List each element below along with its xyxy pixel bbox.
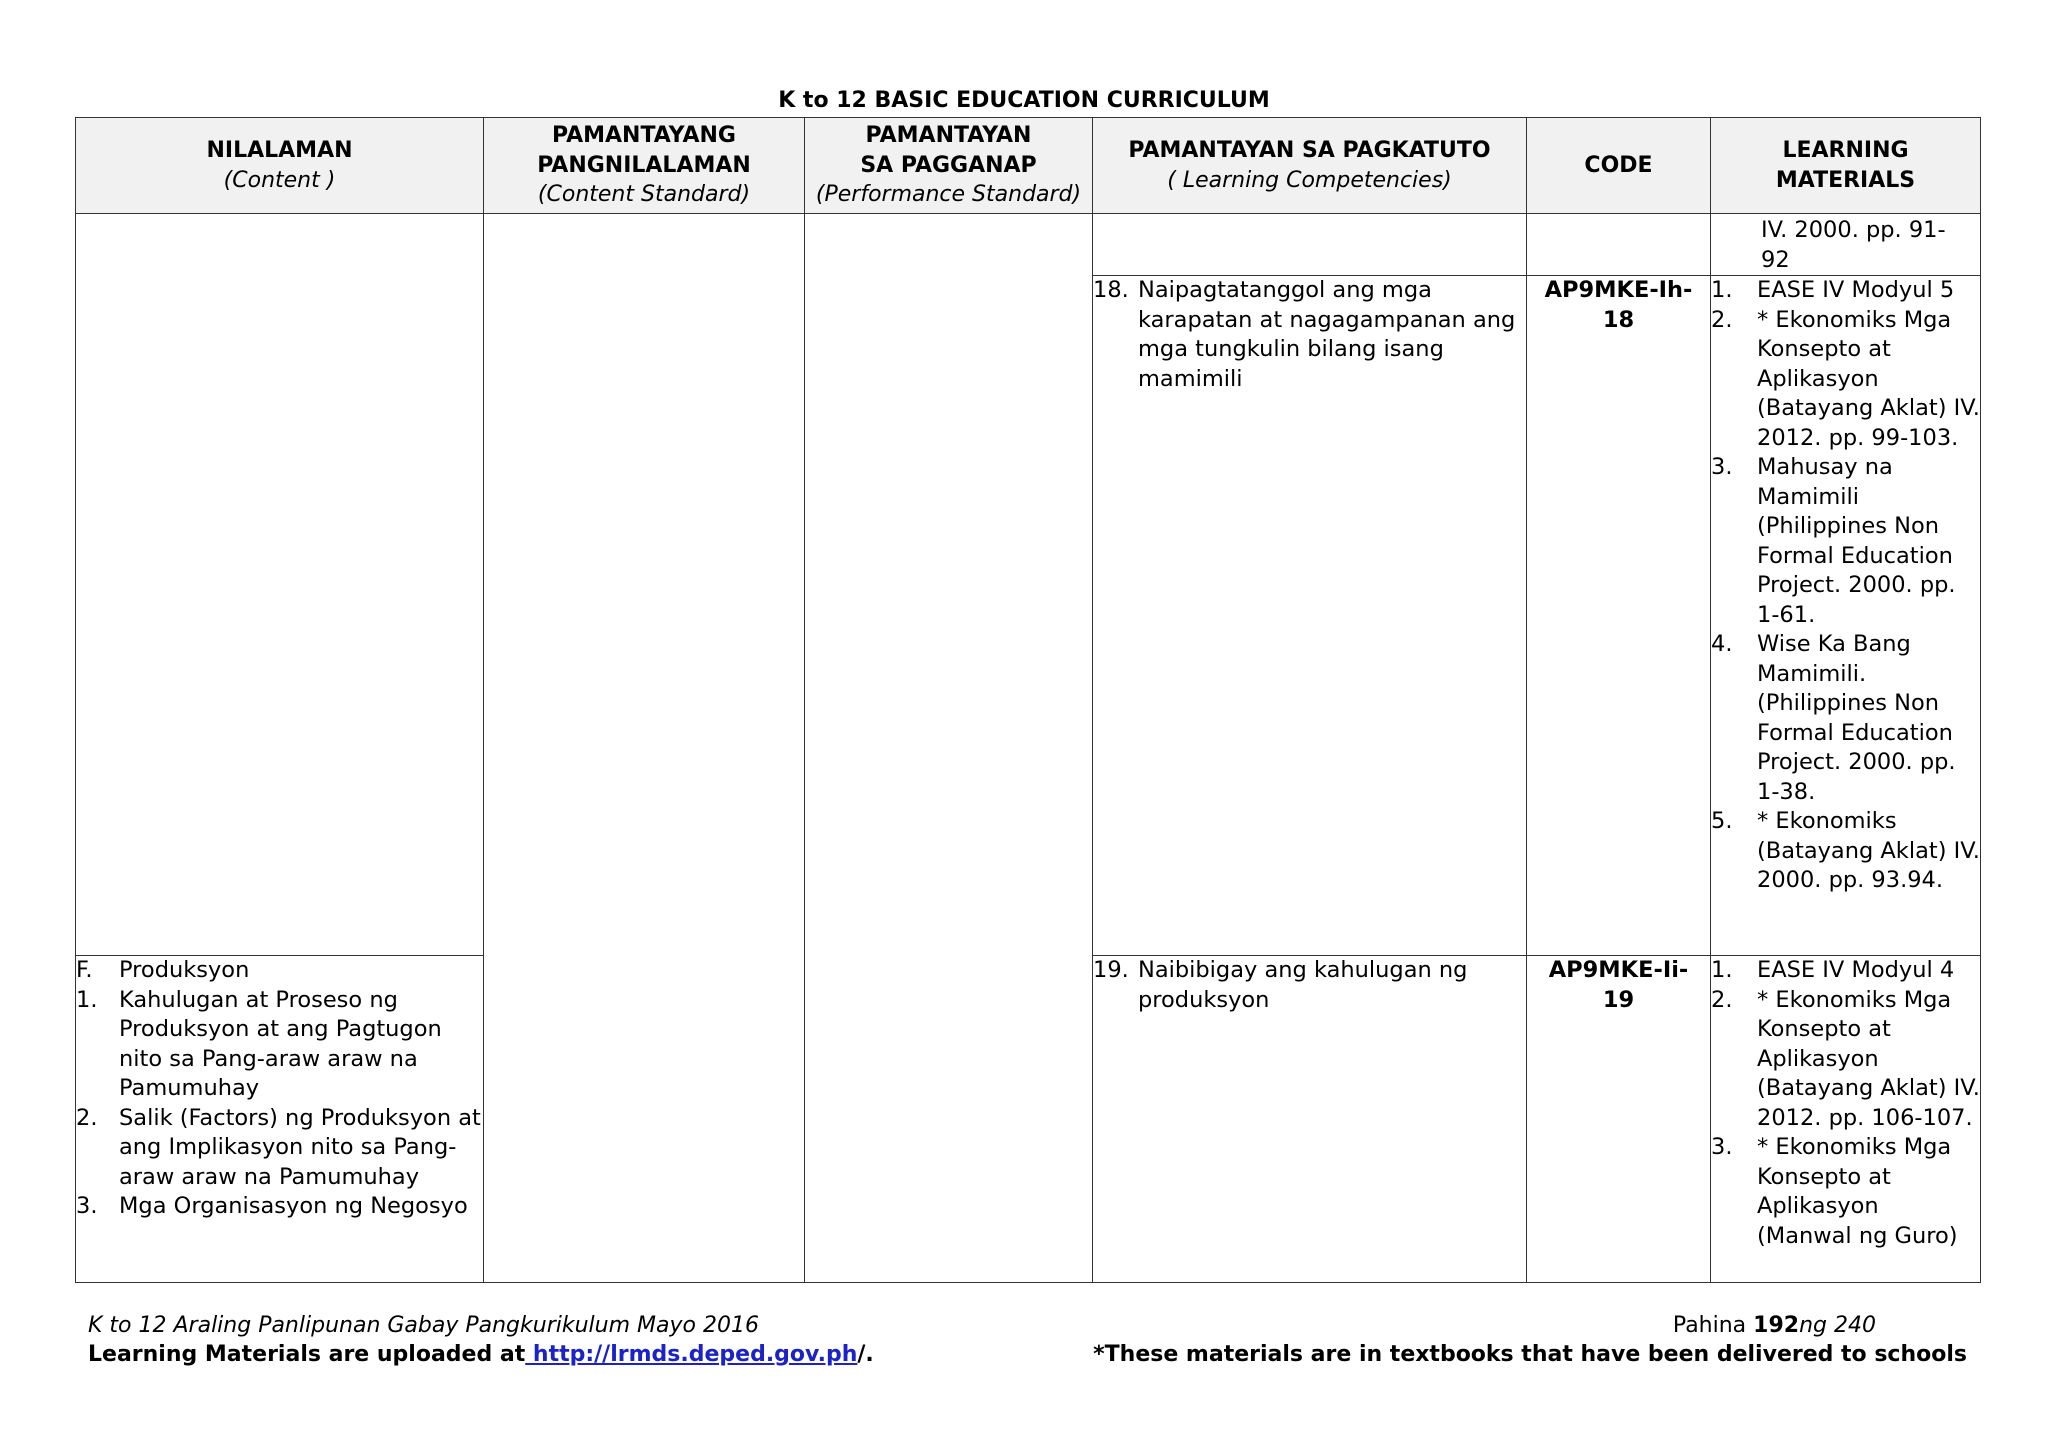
header-code xyxy=(1527,118,1711,214)
code-line2: 18 xyxy=(1602,306,1635,333)
code-line1: AP9MKE-Ih- xyxy=(1544,277,1693,303)
material-text: * Ekonomiks (Batayang Aklat) IV. 2000. pp. 93.94. xyxy=(1757,808,1980,893)
list-letter: F. xyxy=(76,957,93,983)
list-item xyxy=(1711,956,1980,986)
code-line1: AP9MKE-Ii- xyxy=(1548,957,1689,983)
content-text: Salik (Factors) ng Produksyon at ang Implikasyon nito sa Pang-araw araw na Pamumuhay xyxy=(119,1104,481,1190)
list-item xyxy=(1093,956,1526,1015)
header-content-title: NILALAMAN xyxy=(206,138,353,163)
list-item xyxy=(76,1104,483,1193)
code-line2: 19 xyxy=(1602,986,1635,1013)
table-row-continuation xyxy=(76,214,1981,276)
competency-list-19 xyxy=(1093,956,1526,1015)
page-number: 192 xyxy=(1753,1313,1800,1338)
list-number: 1. xyxy=(1711,277,1733,303)
competency-cell-19 xyxy=(1093,956,1527,1283)
list-number: 3. xyxy=(1711,1134,1733,1160)
document-title: K to 12 BASIC EDUCATION CURRICULUM xyxy=(778,88,1270,113)
performance-standard-cell xyxy=(805,214,1093,1283)
code-cell-empty xyxy=(1527,214,1711,276)
list-item xyxy=(1711,630,1980,807)
materials-continuation-text: IV. 2000. pp. 91-92 xyxy=(1761,217,1946,273)
list-number: 3. xyxy=(76,1193,98,1219)
list-item xyxy=(76,986,483,1104)
competency-text: Naibibigay ang kahulugan ng produksyon xyxy=(1138,957,1468,1013)
material-text: EASE IV Modyul 5 xyxy=(1757,277,1955,303)
header-content-subtitle: (Content ) xyxy=(223,167,336,193)
content-cell-19 xyxy=(76,956,484,1283)
header-content-standard-line1: PAMANTAYANG xyxy=(551,123,736,149)
header-content-standard-line2: PANGNILALAMAN xyxy=(537,152,751,178)
list-item xyxy=(76,1192,483,1222)
footer-upload-suffix: /. xyxy=(857,1342,874,1367)
list-number: 2. xyxy=(1711,986,1733,1013)
content-text: Kahulugan at Proseso ng Produksyon at ang Pagtugon nito sa Pang-araw araw na Pamumuhay xyxy=(119,986,442,1101)
materials-list-18 xyxy=(1711,276,1980,896)
competency-cell-empty xyxy=(1093,214,1527,276)
material-text: Wise Ka Bang Mamimili. (Philippines Non Formal Education Project. 2000. pp. 1-38. xyxy=(1757,631,1956,805)
list-number: 5. xyxy=(1711,808,1733,834)
header-performance-standard-subtitle: (Performance Standard) xyxy=(815,182,1082,208)
header-content-standard xyxy=(484,118,805,214)
page-prefix: Pahina xyxy=(1672,1313,1754,1338)
list-item xyxy=(1093,276,1526,394)
page-indicator xyxy=(1093,1311,1967,1340)
content-standard-cell xyxy=(484,214,805,1283)
content-cell-empty xyxy=(76,214,484,956)
materials-list-19 xyxy=(1711,956,1980,1251)
competency-text: Naipagtatanggol ang mga karapatan at nagagampanan ang mga tungkulin bilang isang mamimili xyxy=(1138,277,1516,392)
footer-right xyxy=(1093,1311,1967,1369)
header-performance-standard-line1: PAMANTAYAN xyxy=(865,123,1032,149)
header-code-title: CODE xyxy=(1584,152,1653,178)
list-item xyxy=(1711,1133,1980,1251)
list-item xyxy=(1711,986,1980,1134)
list-item xyxy=(76,956,483,986)
materials-cell-19 xyxy=(1711,956,1981,1283)
lrmds-link[interactable]: http://lrmds.deped.gov.ph xyxy=(525,1342,858,1367)
competency-cell-18 xyxy=(1093,276,1527,956)
code-cell-19 xyxy=(1527,956,1711,1283)
materials-cell-18 xyxy=(1711,276,1981,956)
footer-left xyxy=(88,1311,874,1369)
list-number: 19. xyxy=(1093,957,1129,983)
page-suffix: ng 240 xyxy=(1799,1313,1876,1338)
header-learning-materials-line1: LEARNING xyxy=(1782,138,1909,163)
list-number: 4. xyxy=(1711,631,1733,657)
header-performance-standard-line2: SA PAGGANAP xyxy=(860,152,1037,178)
material-text: * Ekonomiks Mga Konsepto at Aplikasyon (Batayang Aklat) IV. 2012. pp. 99-103. xyxy=(1757,306,1980,451)
list-number: 3. xyxy=(1711,454,1733,480)
header-learning-materials-line2: MATERIALS xyxy=(1775,167,1916,193)
material-text: * Ekonomiks Mga Konsepto at Aplikasyon (Manwal ng Guro) xyxy=(1757,1134,1958,1249)
table-header-row xyxy=(76,118,1981,214)
content-list-19 xyxy=(76,956,483,1222)
materials-cell-continuation xyxy=(1711,214,1981,276)
header-performance-standard xyxy=(805,118,1093,214)
list-number: 2. xyxy=(1711,306,1733,333)
footer-upload-prefix: Learning Materials are uploaded at xyxy=(88,1342,526,1367)
footer-guide-title: K to 12 Araling Panlipunan Gabay Pangkurikulum Mayo 2016 xyxy=(88,1313,759,1338)
list-number: 1. xyxy=(76,986,98,1013)
material-text: * Ekonomiks Mga Konsepto at Aplikasyon (Batayang Aklat) IV. 2012. pp. 106-107. xyxy=(1757,986,1980,1131)
header-content-standard-subtitle: (Content Standard) xyxy=(537,182,751,208)
header-learning-competencies xyxy=(1093,118,1527,214)
list-item xyxy=(1711,807,1980,896)
header-learning-competencies-subtitle: ( Learning Competencies) xyxy=(1167,167,1452,193)
code-cell-18 xyxy=(1527,276,1711,956)
material-text: Mahusay na Mamimili (Philippines Non Formal Education Project. 2000. pp. 1-61. xyxy=(1757,454,1956,628)
list-number: 1. xyxy=(1711,957,1733,983)
header-learning-materials xyxy=(1711,118,1981,214)
content-text: Produksyon xyxy=(119,957,250,983)
list-number: 18. xyxy=(1093,277,1129,303)
content-text: Mga Organisasyon ng Negosyo xyxy=(119,1193,468,1219)
curriculum-table xyxy=(75,117,1981,1283)
list-item xyxy=(1711,306,1980,454)
header-content xyxy=(76,118,484,214)
header-learning-competencies-title: PAMANTAYAN SA PAGKATUTO xyxy=(1128,138,1491,163)
material-text: EASE IV Modyul 4 xyxy=(1757,957,1955,983)
competency-list-18 xyxy=(1093,276,1526,394)
list-item xyxy=(1711,276,1980,306)
list-item xyxy=(1711,453,1980,630)
list-number: 2. xyxy=(76,1104,98,1131)
textbook-note: *These materials are in textbooks that have been delivered to schools xyxy=(1093,1342,1967,1367)
